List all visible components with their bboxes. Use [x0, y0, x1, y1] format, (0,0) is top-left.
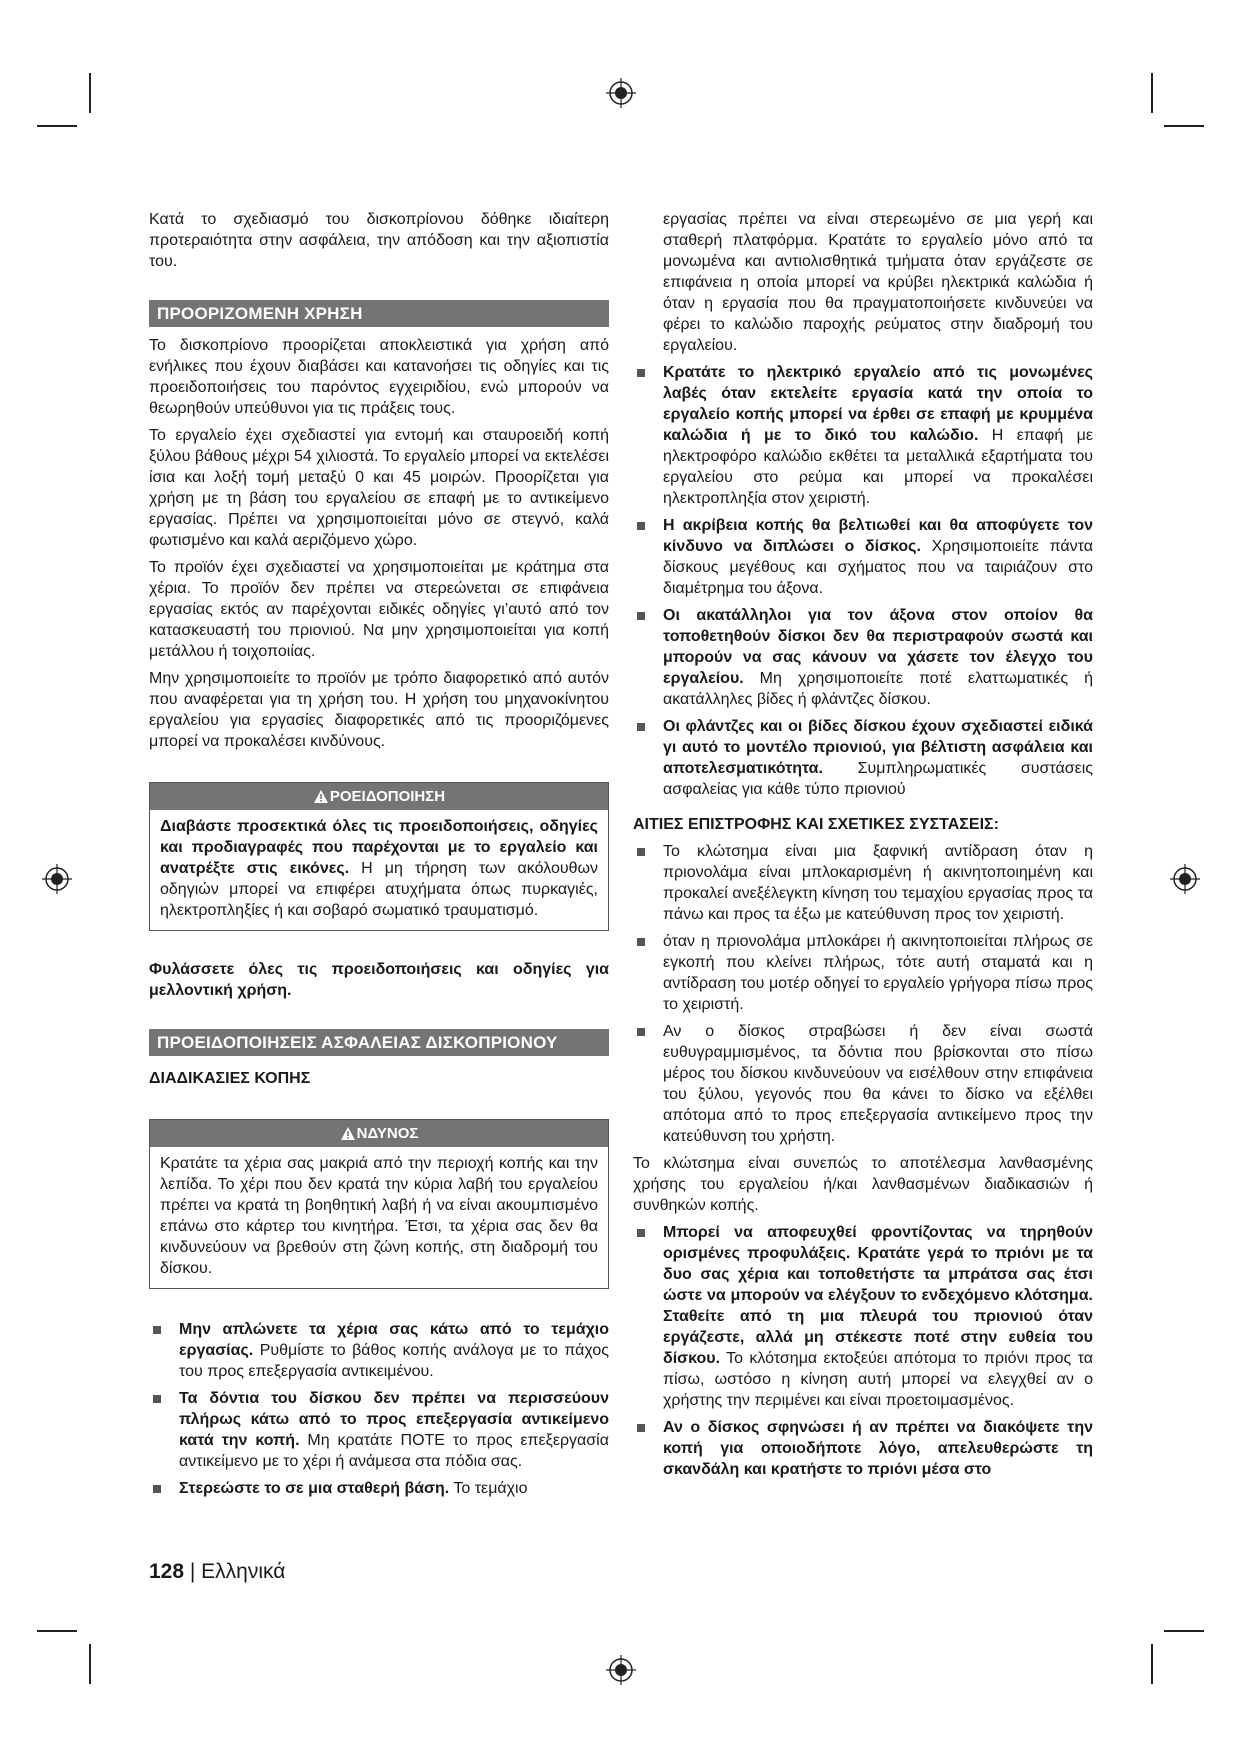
page-number: 128 [149, 1560, 185, 1583]
registration-mark-icon [606, 1655, 636, 1685]
warning-box-title: ΡΟΕΙΔΟΠΟΙΗΣΗ [150, 783, 608, 810]
crop-mark [1151, 1644, 1153, 1684]
list-item: Η ακρίβεια κοπής θα βελτιωθεί και θα αποφύγετε τον κίνδυνο να διπλώσει ο δίσκος. Χρησιμοποιείτε πάντα δίσκους μεγέθους και σχήματος που να ταιριάζουν στο διαμέτρημα του άξονα. [633, 515, 1093, 599]
right-column [633, 209, 1093, 1486]
danger-text: Κρατάτε τα χέρια σας μακριά από την περιοχή κοπής και την λεπίδα. Το χέρι που δεν κρατά την κύρια λαβή του εργαλείου πρέπει να κρατά τη βοηθητική λαβή ή να είναι ακουμπισμένο επάνω στο κάρτερ του κινητήρα. Έτσι, τα χέρια σας δεν θα κινδυνεύουν να βρεθούν στη ζώνη κοπής, στη διαδρομή του δίσκου. [160, 1155, 598, 1277]
continuation-paragraph: εργασίας πρέπει να είναι στερεωμένο σε μια γερή και σταθερή πλατφόρμα. Κρατάτε το εργαλείο μόνο από τα μονωμένα και αντιολισθητικά τμήματα όταν εργάζεστε σε επιφάνεια η οποία μπορεί να κρύβει ηλεκτρικά καλώδια ή όταν η εργασία που θα πραγματοποιήσετε κινδυνεύει να φέρει το καλώδιο παροχής ρεύματος στην διαδρομή του εργαλείου. [663, 211, 1093, 354]
cutting-bullets [149, 1319, 609, 1499]
crop-mark [1164, 125, 1204, 127]
registration-mark-icon [1170, 864, 1200, 894]
left-column [149, 209, 609, 1505]
page-footer [149, 1560, 285, 1584]
warning-text: Διαβάστε προσεκτικά όλες τις προειδοποιήσεις, οδηγίες και προδιαγραφές που παρέχονται με το εργαλείο και ανατρέξτε στις εικόνες. Η μη τήρηση των ακόλουθων οδηγιών μπορεί να επιφέρει ατυχήματα όπως πυρκαγιές, ηλεκτροπληξίες ή και σοβαρό σωματικό τραυματισμό. [160, 818, 599, 919]
registration-mark-icon [606, 78, 636, 108]
cutting-procedures-heading: ΔΙΑΔΙΚΑΣΙΕΣ ΚΟΠΗΣ [149, 1070, 311, 1087]
list-item: Τα δόντια του δίσκου δεν πρέπει να περισσεύουν πλήρως κάτω από το προς επεξεργασία αντικείμενο κατά την κοπή. Μη κρατάτε ΠΟΤΕ το προς επεξεργασία αντικείμενο με το χέρι ή ανάμεσα στα πόδια σας. [149, 1388, 609, 1472]
section-heading-intended-use: ΠΡΟΟΡΙΖΟΜΕΝΗ ΧΡΗΣΗ [149, 300, 609, 327]
list-item: Μην απλώνετε τα χέρια σας κάτω από το τεμάχιο εργασίας. Ρυθμίστε το βάθος κοπής ανάλογα με το πάχος του προς επεξεργασία αντικειμένου. [149, 1319, 609, 1382]
warning-box [149, 782, 609, 931]
footer-language: Ελληνικά [201, 1560, 286, 1583]
crop-mark [37, 125, 77, 127]
crop-mark [1164, 1630, 1204, 1632]
paragraph: Μην χρησιμοποιείτε το προϊόν με τρόπο διαφορετικό από αυτόν που αναφέρεται για τη χρήση του. Η χρήση του μηχανοκίνητου εργαλείου για εργασίες διαφορετικές από τις προοριζόμενες μπορεί να προκαλέσει κινδύνους. [149, 670, 609, 750]
crop-mark [89, 73, 91, 113]
kickback-result: Το κλώτσημα είναι συνεπώς το αποτέλεσμα λανθασμένης χρήσης του εργαλείου ή/και λανθασμένων διαδικασιών ή συνθηκών κοπής. [633, 1155, 1093, 1214]
list-item: Το κλώτσημα είναι μια ξαφνική αντίδραση όταν η πριονολάμα είναι μπλοκαρισμένη ή ακινητοποιημένη και προκαλεί ανεξέλεγκτη κίνηση του τεμαχίου εργασίας προς τα πάνω και προς τα έξω με κατεύθυνση προς τον χειριστή. [633, 841, 1093, 925]
list-item: Οι φλάντζες και οι βίδες δίσκου έχουν σχεδιαστεί ειδικά γι αυτό το μοντέλο πριονιού, για βέλτιστη ασφάλεια και αποτελεσματικότητα. Συμπληρωματικές συστάσεις ασφαλείας για κάθε τύπο πριονιού [633, 716, 1093, 800]
kickback-bullets [633, 841, 1093, 1147]
list-item: Οι ακατάλληλοι για τον άξονα στον οποίον θα τοποθετηθούν δίσκοι δεν θα περιστραφούν σωστά και μπορούν να σας κάνουν να χάσετε τον έλεγχο του εργαλείου. Μη χρησιμοποιείτε ποτέ ελαττωματικές ή ακατάλληλες βίδες ή φλάντζες δίσκου. [633, 605, 1093, 710]
list-item: Αν ο δίσκος σφηνώσει ή αν πρέπει να διακόψετε την κοπή για οποιοδήποτε λόγο, απελευθερώστε τη σκανδάλη και κρατήστε το πριόνι μέσα στο [633, 1417, 1093, 1480]
list-item: Μπορεί να αποφευχθεί φροντίζοντας να τηρηθούν ορισμένες προφυλάξεις. Κρατάτε γερά το πριόνι με τα δυο σας χέρια και τοποθετήστε τα μπράτσα σας έτσι ώστε να μπορούν να ελέγξουν το ενδεχόμενο κλότσημα. Σταθείτε από τη μια πλευρά του πριονιού όταν εργάζεστε, αλλά μη στέκεστε ποτέ στην ευθεία του δίσκου. Το κλότσημα εκτοξεύει απότομα το πριόνι προς τα πίσω, ωστόσο η κίνηση αυτή μπορεί να ελεγχθεί αν ο χρήστης την περιμένει και είναι προετοιμασμένος. [633, 1222, 1093, 1411]
list-item: Στερεώστε το σε μια σταθερή βάση. Το τεμάχιο [149, 1478, 609, 1499]
intro-paragraph: Κατά το σχεδιασμό του δισκοπρίονου δόθηκε ιδιαίτερη προτεραιότητα στην ασφάλεια, την απόδοση και την αξιοπιστία του. [149, 211, 609, 270]
list-item: Κρατάτε το ηλεκτρικό εργαλείο από τις μονωμένες λαβές όταν εκτελείτε εργασία κατά την οποία το εργαλείο κοπής μπορεί να έρθει σε επαφή με κρυμμένα καλώδια ή με το δικό του καλώδιο. Η επαφή με ηλεκτροφόρο καλώδιο εκθέτει τα μεταλλικά εξαρτήματα του εργαλείου στο ρεύμα και μπορεί να προκαλέσει ηλεκτροπληξία στον χειριστή. [633, 362, 1093, 509]
crop-mark [89, 1644, 91, 1684]
crop-mark [37, 1630, 77, 1632]
paragraph: Το δισκοπρίονο προορίζεται αποκλειστικά για χρήση από ενήλικες που έχουν διαβάσει και κατανοήσει τις οδηγίες και τις προειδοποιήσεις του παρόντος εγχειριδίου, ενώ μπορούν να θεωρηθούν υπεύθυνοι για τις πράξεις τους. [149, 337, 609, 417]
paragraph: Το προϊόν έχει σχεδιαστεί να χρησιμοποιείται με κράτημα στα χέρια. Το προϊόν δεν πρέπει να στερεώνεται σε επιφάνεια εργασίας εκτός αν παρέχονται ειδικές οδηγίες γι’αυτό από τον κατασκευαστή του πριονιού. Να μην χρησιμοποιείται για κοπή μετάλλου ή τοιχοποιίας. [149, 559, 609, 660]
kickback-heading: ΑΙΤΙΕΣ ΕΠΙΣΤΡΟΦΗΣ ΚΑΙ ΣΧΕΤΙΚΕΣ ΣΥΣΤΑΣΕΙΣ: [633, 816, 999, 833]
danger-box-title: ΝΔΥΝΟΣ [150, 1120, 608, 1147]
warning-triangle-icon [313, 789, 329, 804]
keep-instructions: Φυλάσσετε όλες τις προειδοποιήσεις και οδηγίες για μελλοντική χρήση. [149, 961, 609, 999]
danger-triangle-icon [340, 1126, 356, 1141]
crop-mark [1151, 73, 1153, 113]
footer-separator: | [184, 1560, 202, 1583]
precaution-bullets [633, 1222, 1093, 1480]
list-item: όταν η πριονολάμα μπλοκάρει ή ακινητοποιείται πλήρως σε εγκοπή που κλείνει πλήρως, τότε αυτή σταματά και η αντίδραση του μοτέρ οδηγεί το εργαλείο γρήγορα πίσω προς το χειριστή. [633, 931, 1093, 1015]
section-heading-safety-warnings: ΠΡΟΕΙΔΟΠΟΙΗΣΕΙΣ ΑΣΦΑΛΕΙΑΣ ΔΙΣΚΟΠΡΙΟΝΟΥ [149, 1029, 609, 1056]
paragraph: Το εργαλείο έχει σχεδιαστεί για εντομή και σταυροειδή κοπή ξύλου βάθους μέχρι 54 χιλιοστά. Το εργαλείο μπορεί να εκτελέσει ίσια και λοξή τομή μεταξύ 0 και 45 μοιρών. Προορίζεται για χρήση με τη βάση του εργαλείου σε επαφή με το αντικείμενο εργασίας. Πρέπει να χρησιμοποιείται μόνο σε στεγνό, καλά φωτισμένο και καλά αεριζόμενο χώρο. [149, 427, 609, 549]
danger-box [149, 1119, 609, 1289]
tool-bullets [633, 362, 1093, 800]
list-item: Αν ο δίσκος στραβώσει ή δεν είναι σωστά ευθυγραμμισμένος, τα δόντια που βρίσκονται στο πίσω μέρος του δίσκου κινδυνεύουν να εισέλθουν στην επιφάνεια του ξύλου, γεγονός που θα κάνει το δίσκο να εξέλθει απότομα από το προς επεξεργασία αντικείμενο προς την κατεύθυνση του χρήστη. [633, 1021, 1093, 1147]
registration-mark-icon [42, 864, 72, 894]
